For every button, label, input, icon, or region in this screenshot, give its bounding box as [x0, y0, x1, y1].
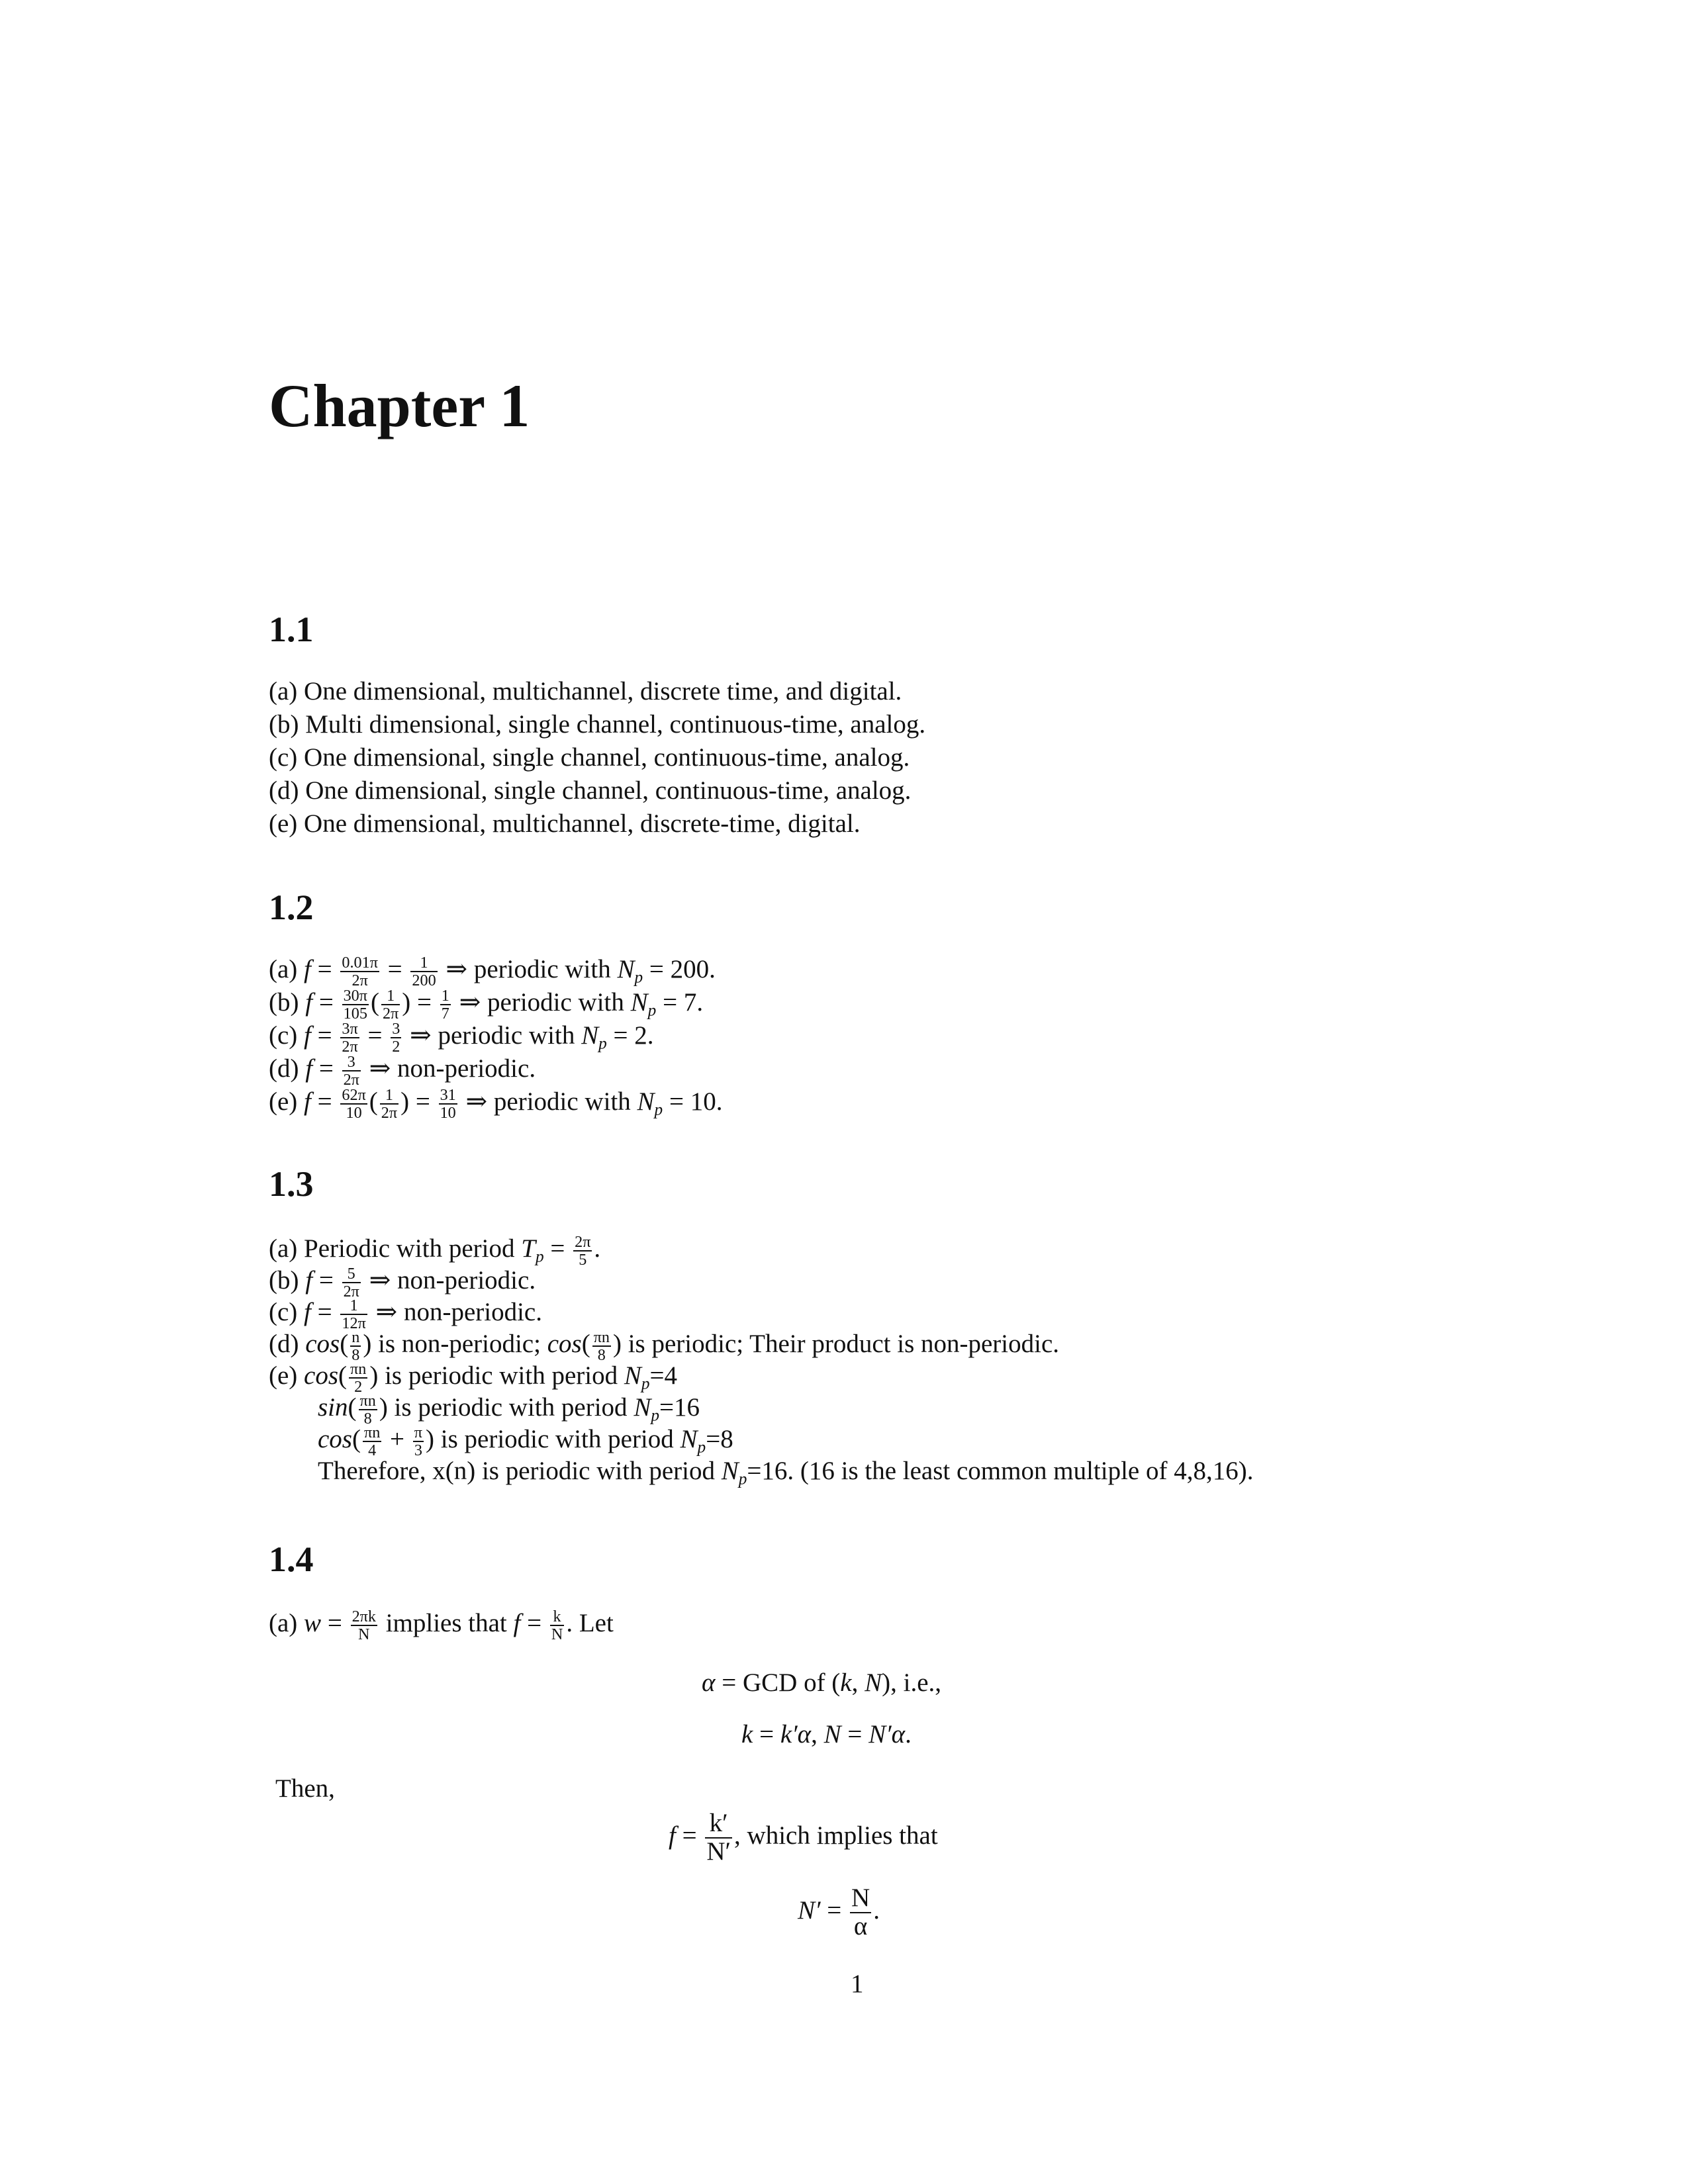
math-symbol: cos — [318, 1425, 352, 1453]
fraction-denominator: 2π — [382, 1005, 399, 1023]
text-run: . Let — [566, 1609, 614, 1637]
text-run: = — [841, 1720, 869, 1749]
fraction — [440, 987, 451, 1023]
math-symbol: N — [823, 1720, 841, 1749]
fraction — [381, 987, 400, 1023]
fraction-numerator: πn — [350, 1359, 367, 1378]
fraction-denominator: 2π — [381, 1104, 398, 1122]
math-subscript: p — [651, 1406, 659, 1425]
math-symbol: f — [513, 1609, 521, 1637]
math-subscript: p — [697, 1437, 706, 1457]
fraction-numerator: 1 — [381, 987, 400, 1005]
text-run: =16. (16 is the least common multiple of 4,8,16). — [747, 1457, 1254, 1485]
fraction — [850, 1885, 871, 1940]
text-run: =4 — [649, 1361, 678, 1390]
text-run: = — [675, 1821, 704, 1850]
text-run: (e) — [269, 1361, 305, 1390]
text-run: (a) Periodic with period — [269, 1234, 522, 1263]
fraction — [351, 1608, 377, 1643]
text-run: ) is non-periodic; — [363, 1330, 547, 1358]
text-run: = — [312, 1054, 340, 1083]
math-symbol: k — [840, 1668, 852, 1697]
fraction-denominator: 105 — [343, 1005, 367, 1023]
fraction — [359, 1392, 377, 1428]
fraction-numerator: 1 — [380, 1087, 399, 1105]
text-run: ⇒ non-periodic. — [362, 1054, 536, 1083]
text-run: = 7. — [656, 988, 704, 1017]
page-number: 1 — [851, 1970, 864, 1998]
fraction — [342, 987, 369, 1023]
fraction-numerator: 2πk — [352, 1607, 376, 1625]
math-subscript: p — [535, 1247, 544, 1266]
fraction — [340, 1087, 367, 1122]
fraction-numerator: k′ — [705, 1810, 732, 1839]
text-run: = — [310, 955, 339, 983]
section-heading-1-2: 1.2 — [269, 887, 314, 927]
fraction-denominator: 4 — [368, 1441, 377, 1460]
section-heading-1-4: 1.4 — [269, 1539, 314, 1579]
text-run: (d) One dimensional, single channel, continuous-time, analog. — [269, 776, 912, 805]
fraction-denominator: 8 — [352, 1346, 360, 1365]
fraction-denominator: N′ — [706, 1837, 731, 1866]
text-run: = — [361, 1021, 389, 1050]
fraction — [340, 954, 379, 989]
text-run: ) is periodic with period — [369, 1361, 624, 1390]
text-line — [269, 1085, 722, 1126]
fraction-denominator: 2 — [354, 1378, 363, 1396]
text-line — [269, 1607, 614, 1643]
text-run: (a) — [269, 955, 305, 983]
text-run: =8 — [706, 1425, 733, 1453]
fraction-denominator: 8 — [363, 1410, 372, 1428]
text-run: ( — [340, 1330, 349, 1358]
math-symbol: w — [304, 1609, 322, 1637]
math-subscript: p — [598, 1034, 607, 1053]
text-run: =16 — [659, 1393, 700, 1422]
text-run: = — [543, 1234, 572, 1263]
math-symbol: T — [521, 1234, 536, 1263]
text-run: = — [753, 1720, 780, 1749]
fraction-denominator: N — [551, 1625, 563, 1644]
text-run: (e) — [269, 1087, 305, 1116]
text-line — [269, 1328, 1059, 1363]
text-run: (c) One dimensional, single channel, continuous-time, analog. — [269, 743, 910, 772]
fraction — [550, 1608, 564, 1643]
text-run: = — [321, 1609, 349, 1637]
text-run: ) = — [400, 1087, 437, 1116]
text-run: ( — [370, 988, 379, 1017]
math-symbol: N′ — [798, 1895, 821, 1925]
fraction — [413, 1424, 424, 1459]
fraction — [349, 1361, 367, 1396]
text-run: ⇒ periodic with — [439, 955, 618, 983]
math-subscript: p — [738, 1469, 747, 1488]
fraction-denominator: 8 — [597, 1346, 606, 1365]
fraction-numerator: 5 — [342, 1265, 361, 1283]
text-run: (c) — [269, 1298, 305, 1326]
text-run: = 10. — [663, 1087, 723, 1116]
math-symbol: N — [617, 955, 635, 983]
fraction — [380, 1087, 399, 1122]
text-run: ) is periodic with period — [379, 1393, 634, 1422]
fraction-numerator: πn — [364, 1423, 381, 1441]
math-symbol: N′α — [868, 1720, 906, 1749]
fraction-numerator: πn — [359, 1391, 376, 1410]
text-run: . — [873, 1895, 880, 1925]
math-subscript: p — [634, 968, 643, 987]
fraction-denominator: N — [358, 1625, 370, 1644]
fraction-denominator: 10 — [440, 1104, 456, 1122]
math-symbol: N — [680, 1425, 698, 1453]
text-run: (d) — [269, 1330, 306, 1358]
display-equation — [702, 1666, 941, 1700]
text-run: . — [905, 1720, 912, 1749]
math-symbol: N — [630, 988, 648, 1017]
display-equation — [669, 1810, 938, 1866]
text-run: ( — [338, 1361, 348, 1390]
fraction-denominator: 2 — [392, 1038, 400, 1056]
text-run: ) = — [402, 988, 438, 1017]
text-run: ), i.e., — [882, 1668, 942, 1697]
fraction-numerator: n — [352, 1328, 360, 1346]
math-symbol: N — [637, 1087, 655, 1116]
math-symbol: N — [721, 1457, 739, 1485]
text-run: + — [383, 1425, 411, 1453]
fraction-numerator: 1 — [441, 986, 449, 1005]
fraction-denominator: 7 — [441, 1005, 449, 1023]
text-run: (b) — [269, 1266, 306, 1295]
text-run: , which implies that — [734, 1821, 938, 1850]
math-symbol: cos — [305, 1330, 340, 1358]
text-run: (b) — [269, 988, 306, 1017]
text-line — [269, 807, 860, 841]
text-run: ( — [352, 1425, 361, 1453]
text-run: (b) Multi dimensional, single channel, continuous-time, analog. — [269, 710, 926, 739]
fraction-numerator: 3 — [342, 1054, 361, 1071]
fraction — [705, 1810, 732, 1866]
text-run: . — [594, 1234, 601, 1263]
fraction — [439, 1087, 457, 1122]
text-line — [269, 708, 925, 741]
text-line — [269, 1264, 536, 1300]
math-symbol: N — [865, 1668, 882, 1697]
text-run: ⇒ non-periodic. — [362, 1266, 536, 1295]
fraction-numerator: 3π — [342, 1019, 358, 1038]
math-symbol: f — [304, 1021, 311, 1050]
fraction-denominator: 2π — [343, 1283, 359, 1301]
text-run: (a) One dimensional, multichannel, discrete time, and digital. — [269, 677, 902, 705]
text-run: ⇒ non-periodic. — [369, 1298, 542, 1326]
fraction-numerator: 62π — [342, 1085, 366, 1104]
text-run: ⇒ periodic with — [459, 1087, 637, 1116]
math-subscript: p — [641, 1374, 650, 1393]
fraction-numerator: 2π — [575, 1232, 591, 1251]
text-run: = — [312, 988, 340, 1017]
fraction-numerator: 0.01π — [342, 953, 378, 972]
text-run: = 2. — [606, 1021, 654, 1050]
fraction — [592, 1329, 611, 1364]
fraction-numerator: N — [851, 1884, 870, 1912]
math-symbol: f — [669, 1821, 676, 1850]
fraction-denominator: 2π — [342, 1038, 358, 1056]
text-run: (a) — [269, 1609, 305, 1637]
fraction — [350, 1329, 361, 1364]
fraction-numerator: πn — [593, 1328, 610, 1346]
math-symbol: N — [581, 1021, 599, 1050]
text-run: ⇒ periodic with — [403, 1021, 582, 1050]
fraction-numerator: 30π — [343, 986, 367, 1005]
math-symbol: f — [305, 988, 313, 1017]
fraction-numerator: π — [414, 1423, 423, 1441]
math-symbol: f — [304, 1298, 311, 1326]
display-equation — [798, 1885, 880, 1940]
text-run: = — [381, 955, 409, 983]
text-line — [318, 1455, 1253, 1496]
text-run: = GCD of ( — [715, 1668, 841, 1697]
text-line — [269, 741, 910, 774]
fraction-numerator: 31 — [440, 1085, 456, 1104]
text-run: implies that — [379, 1609, 514, 1637]
text-run: , — [811, 1720, 824, 1749]
text-run: (e) One dimensional, multichannel, discrete-time, digital. — [269, 809, 861, 838]
text-run: ⇒ periodic with — [452, 988, 631, 1017]
fraction-denominator: 12π — [342, 1314, 366, 1333]
text-run: Therefore, x(n) is periodic with period — [318, 1457, 722, 1485]
math-subscript: p — [647, 1001, 657, 1020]
text-run: ( — [369, 1087, 378, 1116]
text-run: = — [820, 1895, 849, 1925]
text-run: = — [310, 1021, 339, 1050]
section-heading-1-3: 1.3 — [269, 1164, 314, 1204]
math-symbol: k′α — [780, 1720, 812, 1749]
fraction-numerator: 3 — [392, 1019, 400, 1038]
text-run: ( — [581, 1330, 590, 1358]
text-line — [269, 774, 911, 807]
text-run: ) is periodic; Their product is non-periodic. — [612, 1330, 1060, 1358]
text-run: ( — [348, 1393, 357, 1422]
fraction-numerator: 1 — [340, 1297, 367, 1315]
math-subscript: p — [654, 1100, 663, 1119]
math-symbol: k — [741, 1720, 753, 1749]
text-run: (d) — [269, 1054, 306, 1083]
fraction-denominator: 2π — [352, 972, 368, 990]
math-symbol: f — [305, 1266, 313, 1295]
fraction-numerator: 1 — [410, 954, 437, 972]
fraction-denominator: 10 — [346, 1104, 362, 1122]
fraction — [340, 1297, 367, 1332]
math-symbol: f — [304, 1087, 311, 1116]
text-line — [269, 1052, 536, 1088]
fraction — [573, 1234, 592, 1269]
math-symbol: N — [624, 1361, 641, 1390]
text-run: = — [310, 1087, 339, 1116]
fraction-denominator: α — [853, 1911, 868, 1940]
text-run: = 200. — [643, 955, 716, 983]
fraction-denominator: 2π — [343, 1071, 359, 1089]
fraction-denominator: 5 — [579, 1251, 587, 1269]
math-symbol: cos — [304, 1361, 339, 1390]
fraction — [363, 1424, 381, 1459]
fraction-numerator: k — [550, 1608, 564, 1626]
text-run: = — [312, 1266, 340, 1295]
math-symbol: f — [304, 955, 311, 983]
fraction — [410, 954, 437, 989]
text-run: , — [851, 1668, 865, 1697]
then-label: Then, — [275, 1774, 335, 1803]
fraction — [391, 1021, 401, 1056]
math-symbol: cos — [547, 1330, 582, 1358]
fraction-denominator: 200 — [412, 972, 436, 990]
display-equation — [741, 1718, 912, 1751]
math-symbol: f — [305, 1054, 313, 1083]
math-symbol: N — [633, 1393, 651, 1422]
text-line — [269, 1296, 542, 1332]
text-run: (c) — [269, 1021, 305, 1050]
text-run: ) is periodic with period — [426, 1425, 680, 1453]
math-symbol: α — [702, 1668, 716, 1697]
chapter-title: Chapter 1 — [269, 372, 530, 439]
text-run: = — [520, 1609, 548, 1637]
text-line — [269, 675, 902, 708]
math-symbol: sin — [318, 1393, 348, 1422]
fraction — [342, 1054, 361, 1089]
text-run: = — [310, 1298, 339, 1326]
fraction — [342, 1265, 361, 1300]
fraction-denominator: 3 — [414, 1441, 422, 1460]
section-heading-1-1: 1.1 — [269, 610, 314, 649]
fraction — [340, 1021, 359, 1056]
